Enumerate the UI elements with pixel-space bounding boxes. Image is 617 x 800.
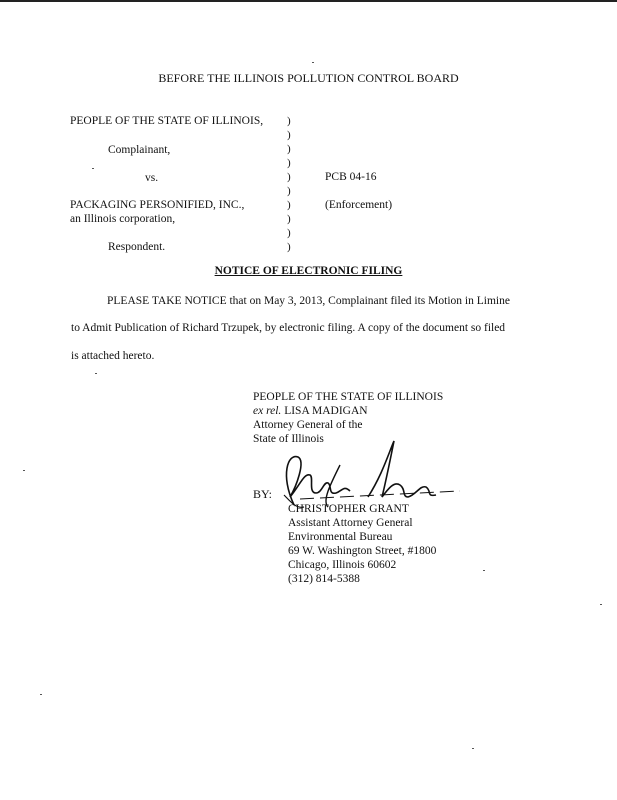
respondent-description: an Illinois corporation, xyxy=(70,213,176,225)
body-line: PLEASE TAKE NOTICE that on May 3, 2013, Complainant filed its Motion in Limine xyxy=(107,295,510,307)
respondent-name: PACKAGING PERSONIFIED, INC., xyxy=(70,199,245,211)
caption-paren: ) xyxy=(287,241,291,253)
board-heading: BEFORE THE ILLINOIS POLLUTION CONTROL BOARD xyxy=(158,71,459,85)
phone-number: (312) 814-5388 xyxy=(288,573,360,585)
address-street: 69 W. Washington Street, #1800 xyxy=(288,545,437,557)
top-border-dash xyxy=(338,0,424,2)
caption-paren: ) xyxy=(287,143,291,155)
caption-paren: ) xyxy=(287,185,291,197)
ex-rel-line xyxy=(253,405,368,417)
attorney-general-title: Attorney General of the xyxy=(253,419,363,431)
scan-speck xyxy=(40,694,42,695)
caption-paren: ) xyxy=(287,227,291,239)
address-city: Chicago, Illinois 60602 xyxy=(288,559,397,571)
attorney-general-state: State of Illinois xyxy=(253,433,324,445)
scan-speck xyxy=(92,168,94,169)
signer-name: CHRISTOPHER GRANT xyxy=(288,503,409,515)
scan-speck xyxy=(600,604,602,605)
scan-speck xyxy=(23,470,25,471)
complainant-role: Complainant, xyxy=(108,144,171,156)
ex-rel-name: LISA MADIGAN xyxy=(284,405,368,417)
complainant-name: PEOPLE OF THE STATE OF ILLINOIS, xyxy=(70,115,264,127)
scan-speck xyxy=(483,570,485,571)
top-border-rule xyxy=(0,0,617,2)
scan-speck xyxy=(472,748,474,749)
bureau-name: Environmental Bureau xyxy=(288,531,393,543)
caption-paren: ) xyxy=(287,115,291,127)
by-label: BY: xyxy=(253,487,272,501)
body-line: is attached hereto. xyxy=(71,350,155,362)
caption-paren: ) xyxy=(287,213,291,225)
case-number: PCB 04-16 xyxy=(325,171,377,183)
caption-paren: ) xyxy=(287,157,291,169)
versus-label: vs. xyxy=(145,172,159,184)
body-line: to Admit Publication of Richard Trzupek, by electronic filing. A copy of the document so filed xyxy=(71,322,506,334)
ex-rel-prefix: ex rel. xyxy=(253,405,282,417)
caption-paren: ) xyxy=(287,129,291,141)
caption-paren: ) xyxy=(287,171,291,183)
scan-speck xyxy=(95,373,97,374)
scan-speck xyxy=(312,62,314,63)
respondent-role: Respondent. xyxy=(108,241,166,253)
signature-party: PEOPLE OF THE STATE OF ILLINOIS xyxy=(253,391,444,403)
signer-title: Assistant Attorney General xyxy=(288,517,413,529)
case-type: (Enforcement) xyxy=(325,199,393,211)
notice-title: NOTICE OF ELECTRONIC FILING xyxy=(214,265,403,277)
caption-paren: ) xyxy=(287,199,291,211)
